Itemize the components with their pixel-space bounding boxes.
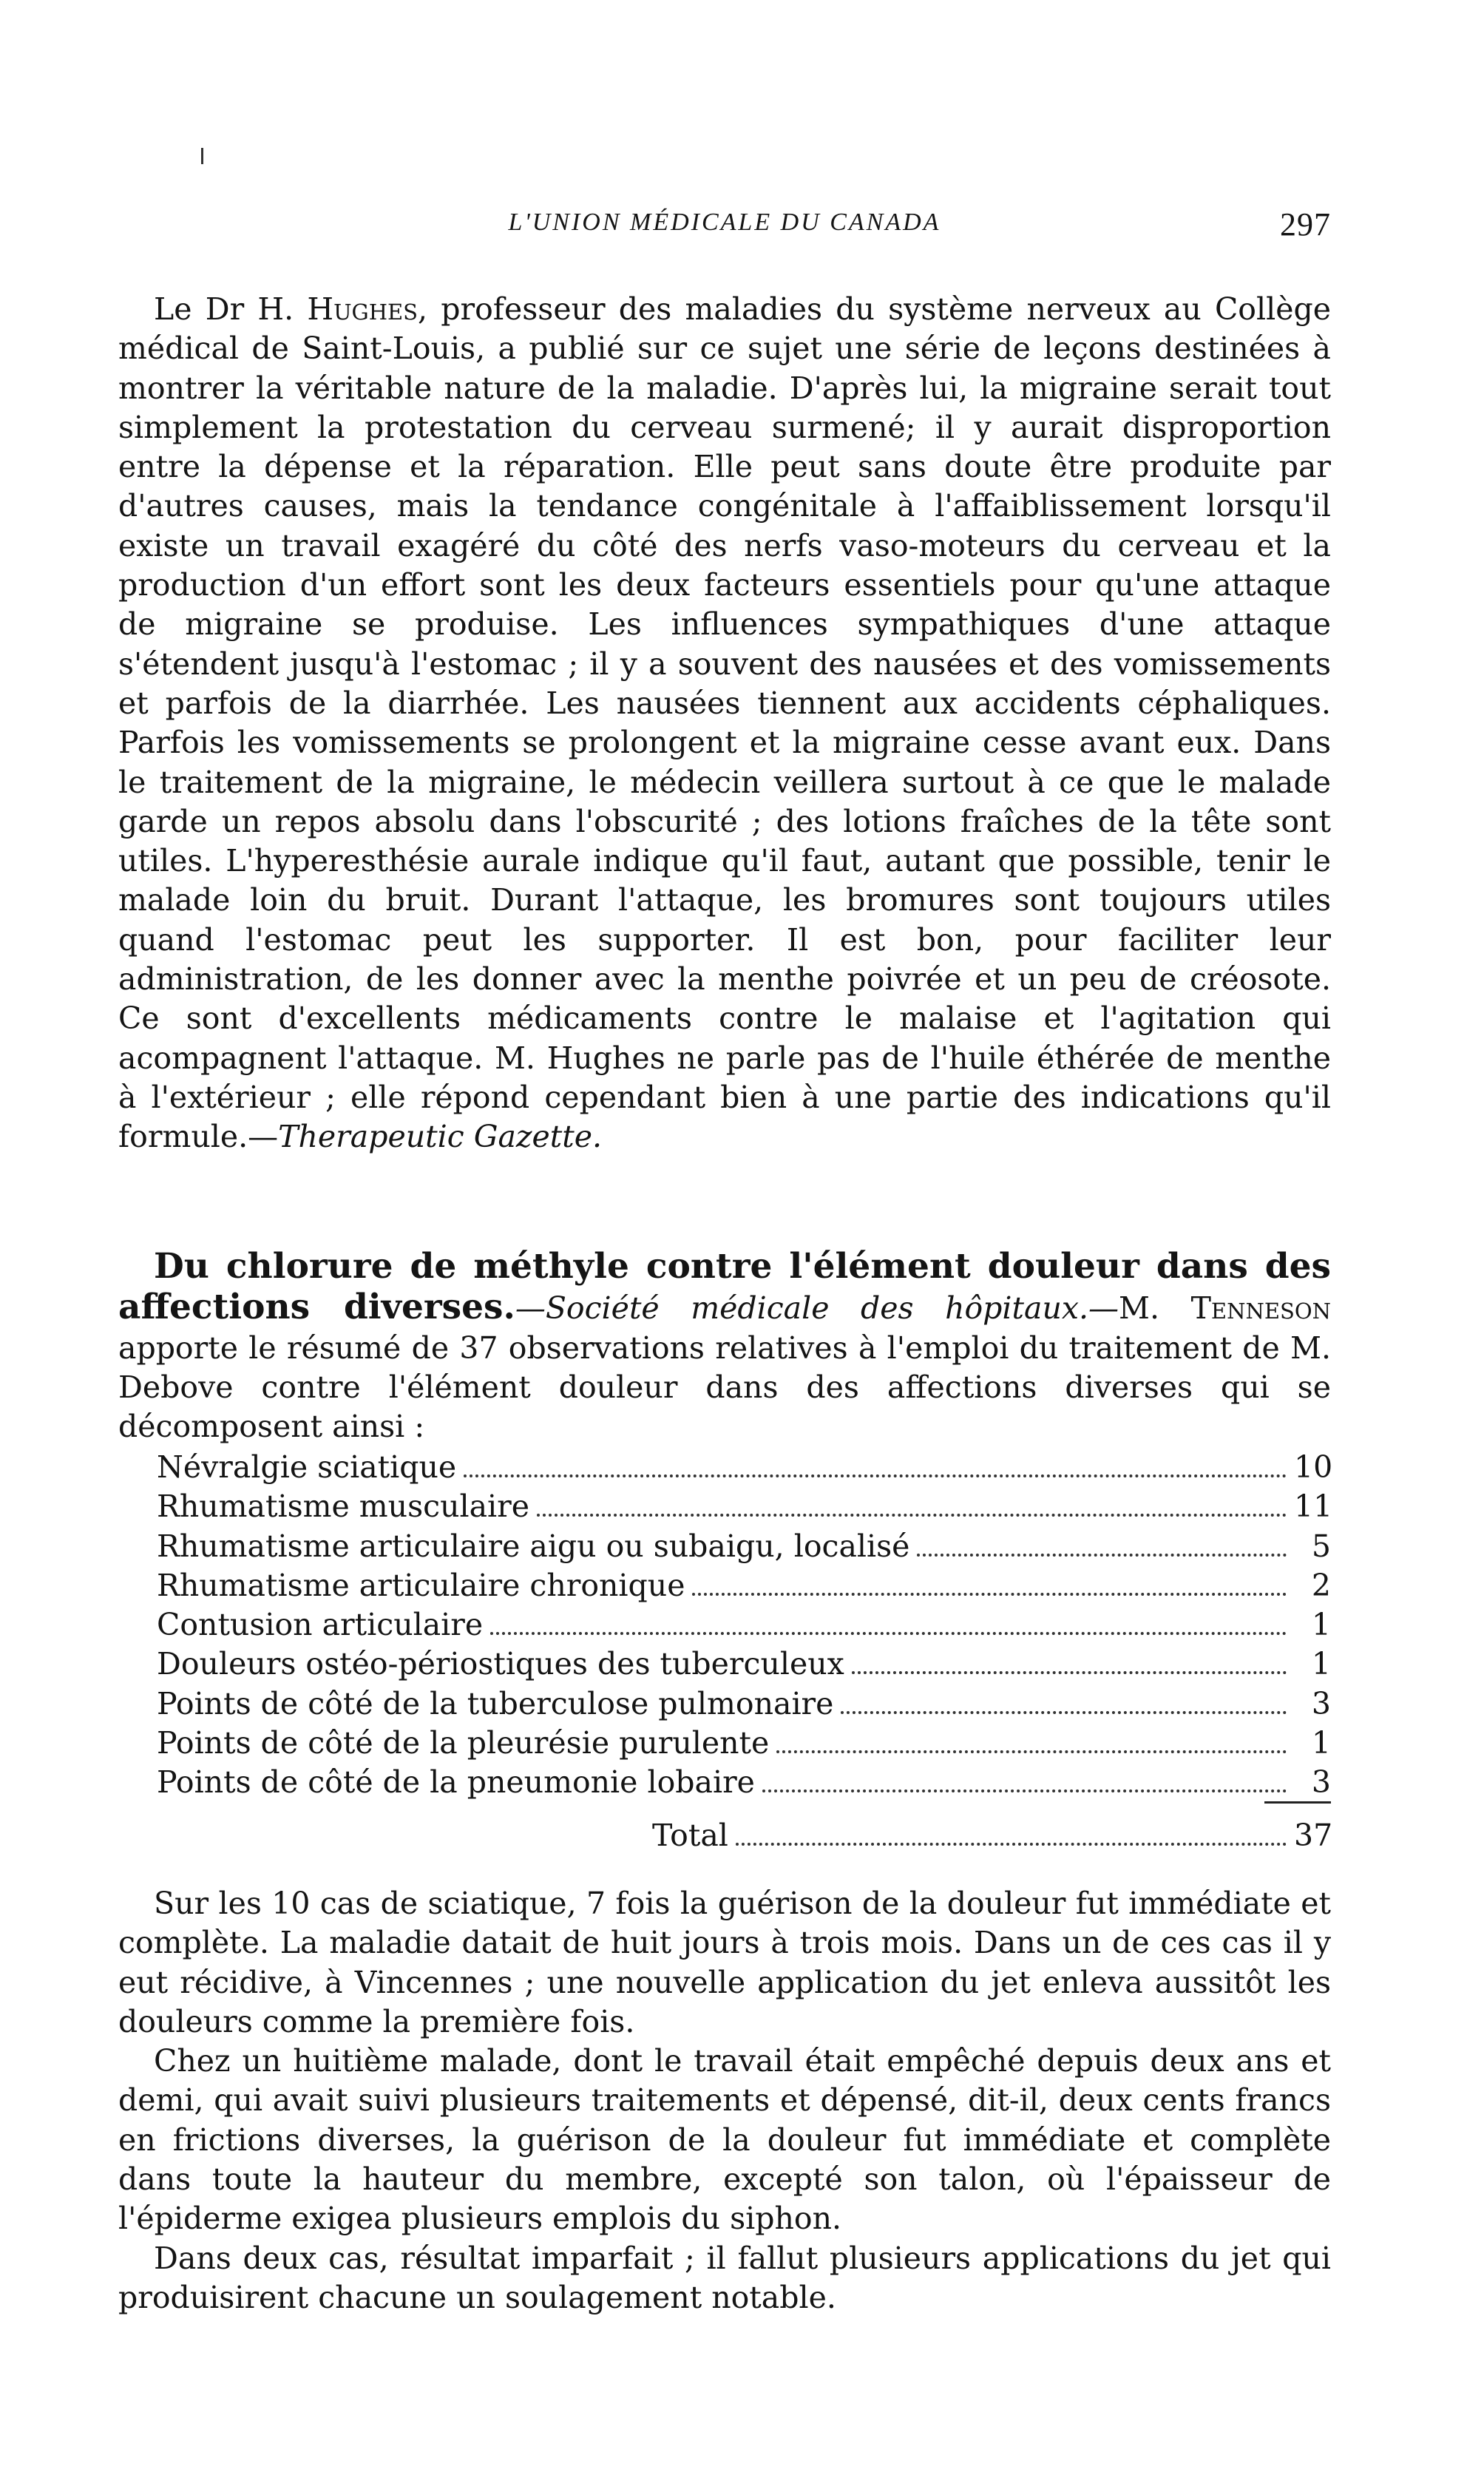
results-paragraph: Dans deux cas, résultat imparfait ; il fallut plusieurs applications du jet qui produisirent chacune un soulagement notable.: [118, 2240, 1331, 2315]
leader-dots: [692, 1592, 1287, 1596]
case-row: [157, 1487, 1331, 1526]
article-body: apporte le résumé de 37 observations relatives à l'emploi du traitement de M. Debove contre l'élément douleur dans des affections diverses qui se décomposent ainsi :: [118, 1330, 1331, 1445]
case-row: [157, 1645, 1331, 1684]
results-paragraph: Sur les 10 cas de sciatique, 7 fois la guérison de la douleur fut immédiate et complète. La maladie datait de huit jours à trois mois. Dans un de ces cas il y eut récidive, à Vincennes ; une nouvelle application du jet enleva aussitôt les douleurs comme la première fois.: [118, 1886, 1331, 2039]
case-count: 10: [1294, 1449, 1333, 1485]
article-methyl-chloride-paragraph: [118, 1247, 1331, 1446]
case-row: [157, 1605, 1331, 1645]
case-row: [157, 1684, 1331, 1724]
case-list: [157, 1448, 1331, 1803]
author-prefix: Le Dr H.: [154, 291, 308, 327]
article-source: —Société médicale des hôpitaux.—: [515, 1290, 1119, 1327]
case-count: 1: [1311, 1607, 1331, 1643]
leader-dots: [852, 1670, 1287, 1674]
leader-dots: [762, 1789, 1287, 1792]
author-name: Tenneson: [1190, 1290, 1332, 1327]
case-count: 3: [1311, 1764, 1331, 1801]
case-count: 11: [1294, 1489, 1333, 1525]
total-label: Total: [652, 1818, 728, 1853]
total-rule: [1264, 1801, 1331, 1804]
stray-print-mark: [201, 148, 203, 164]
article-body: , professeur des maladies du système nerveux au Collège médical de Saint-Louis, a publié sur ce sujet une série de leçons destinées à montrer la véritable nature de la maladie. D'après lui, la migraine serait tout simplement la protestation du cerveau surmené; il y aurait disproportion entre la dépense et la réparation. Elle peut sans doute être produite par d'autres causes, mais la tendance congénitale à l'affaiblissement lorsqu'il existe un travail exagéré du côté des nerfs vaso-moteurs du cerveau et la production d'un effort sont les deux facteurs essentiels pour qu'une attaque de migraine se produise. Les influences sympathiques d'une attaque s'étendent jusqu'à l'estomac ; il y a souvent des nausées et des vomissements et parfois de la diarrhée. Les nausées tiennent aux accidents céphaliques. Parfois les vomissements se prolongent et la migraine cesse avant eux. Dans le traitement de la migraine, le médecin veillera surtout à ce que le malade garde un repos absolu dans l'obscurité ; des lotions fraîches de la tête sont utiles. L'hyperesthésie aurale indique qu'il faut, autant que possible, tenir le malade loin du bruit. Durant l'attaque, les bromures sont toujours utiles quand l'estomac peut les supporter. Il est bon, pour faciliter leur administration, de les donner avec la menthe poivrée et un peu de créosote. Ce sont d'excellents médicaments contre le malaise et l'agitation qui acompagnent l'attaque. M. Hughes ne parle pas de l'huile éthérée de menthe à l'extérieur ; elle répond cependant bien à une partie des indications qu'il formule.—: [118, 291, 1331, 1155]
results-paragraph: Chez un huitième malade, dont le travail était empêché depuis deux ans et demi, qui avait suivi plusieurs traitements et dépensé, dit-il, deux cents francs en frictions diverses, la guérison de la douleur fut immédiate et complète dans toute la hauteur du membre, excepté son talon, où l'épaisseur de l'épiderme exigea plusieurs emplois du siphon.: [118, 2043, 1331, 2237]
case-label: Rhumatisme musculaire: [157, 1489, 530, 1525]
article-migraine: [118, 290, 1331, 1157]
author-prefix: M.: [1119, 1290, 1191, 1327]
article-source: Therapeutic Gazette.: [278, 1119, 603, 1155]
case-count: 5: [1311, 1528, 1331, 1564]
case-label: Points de côté de la pleurésie purulente: [157, 1725, 770, 1761]
case-row: [157, 1566, 1331, 1605]
case-count: 1: [1311, 1646, 1331, 1682]
case-row: [157, 1448, 1331, 1487]
article-results: [118, 1884, 1331, 2317]
case-label: Points de côté de la pneumonie lobaire: [157, 1764, 755, 1801]
total-count: 37: [1294, 1818, 1333, 1853]
case-count: 3: [1311, 1685, 1331, 1721]
article-methyl-chloride: [118, 1247, 1331, 1446]
case-label: Points de côté de la tuberculose pulmonaire: [157, 1685, 834, 1721]
leader-dots: [537, 1513, 1287, 1517]
case-count: 1: [1311, 1725, 1331, 1761]
leader-dots: [917, 1553, 1287, 1557]
case-label: Douleurs ostéo-périostiques des tuberculeux: [157, 1646, 844, 1682]
leader-dots: [841, 1710, 1287, 1714]
case-label: Rhumatisme articulaire chronique: [157, 1567, 685, 1603]
article-heading: Du chlorure de méthyle contre l'élément douleur dans des affections diverses.: [118, 1246, 1331, 1328]
case-row: [157, 1763, 1331, 1802]
case-row: [157, 1527, 1331, 1566]
article-migraine-paragraph: [118, 290, 1331, 1157]
leader-dots: [776, 1750, 1287, 1753]
leader-dots: [736, 1842, 1287, 1846]
total-row: [652, 1816, 1331, 1855]
case-label: Rhumatisme articulaire aigu ou subaigu, localisé: [157, 1528, 910, 1564]
case-row: [157, 1724, 1331, 1763]
case-label: Névralgie sciatique: [157, 1449, 457, 1485]
case-label: Contusion articulaire: [157, 1607, 484, 1643]
running-head: [118, 206, 1331, 245]
author-name: Hughes: [307, 291, 419, 327]
leader-dots: [464, 1474, 1287, 1477]
case-count: 2: [1311, 1567, 1331, 1603]
page-number: 297: [1280, 206, 1331, 243]
leader-dots: [490, 1631, 1287, 1635]
running-title: L'UNION MÉDICALE DU CANADA: [508, 209, 941, 236]
